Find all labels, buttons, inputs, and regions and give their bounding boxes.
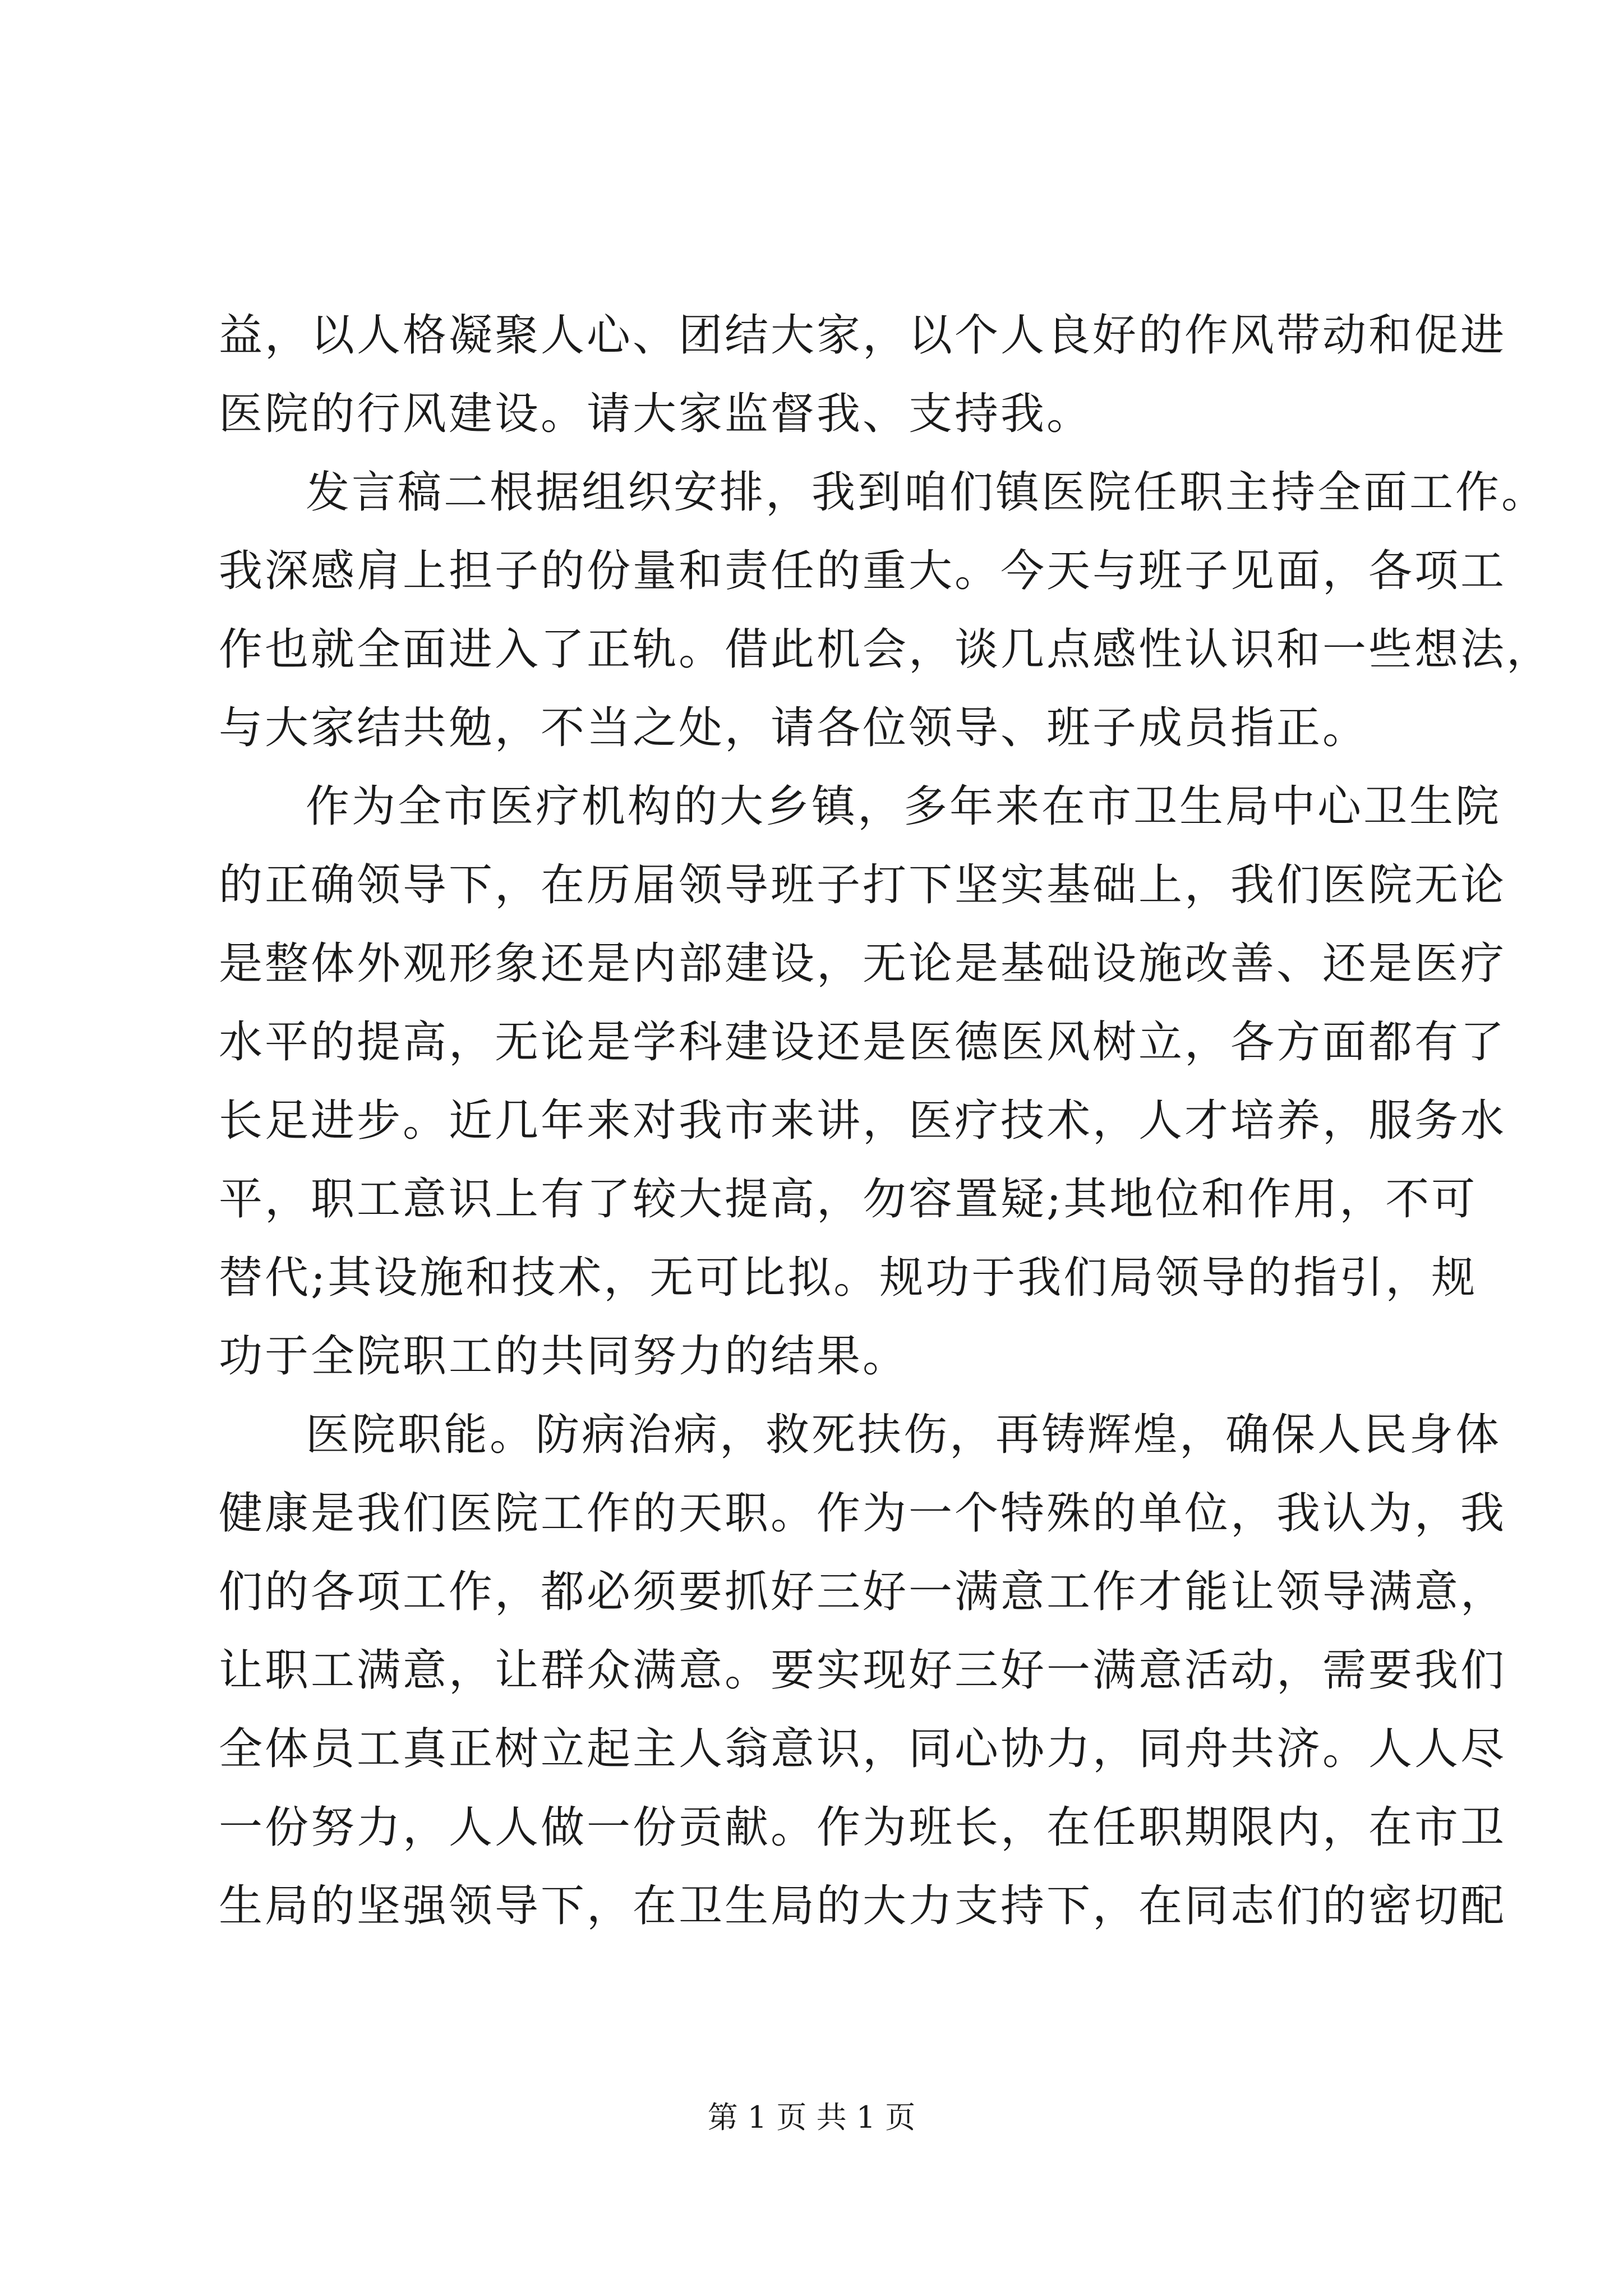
text-line: 们的各项工作，都必须要抓好三好一满意工作才能让领导满意， xyxy=(219,1567,1507,1617)
text-line: 是整体外观形象还是内部建设，无论是基础设施改善、还是医疗 xyxy=(219,938,1507,989)
paragraph-first-line: 医院职能。防病治病，救死扶伤，再铸辉煌，确保人民身体 xyxy=(306,1410,1502,1460)
text-line: 全体员工真正树立起主人翁意识，同心协力，同舟共济。人人尽 xyxy=(219,1724,1507,1774)
text-line: 一份努力，人人做一份贡献。作为班长，在任职期限内，在市卫 xyxy=(219,1802,1507,1853)
text-line: 健康是我们医院工作的天职。作为一个特殊的单位，我认为，我 xyxy=(219,1488,1507,1539)
text-line: 水平的提高，无论是学科建设还是医德医风树立，各方面都有了 xyxy=(219,1017,1507,1068)
text-line: 平，职工意识上有了较大提高，勿容置疑;其地位和作用，不可 xyxy=(219,1174,1478,1225)
text-line: 功于全院职工的共同努力的结果。 xyxy=(219,1331,909,1382)
paragraph-first-line: 发言稿二根据组织安排，我到咱们镇医院任职主持全面工作。 xyxy=(306,467,1548,518)
text-line: 生局的坚强领导下，在卫生局的大力支持下，在同志们的密切配 xyxy=(219,1881,1507,1931)
text-line: 作也就全面进入了正轨。借此机会，谈几点感性认识和一些想法， xyxy=(219,624,1553,675)
text-line: 替代;其设施和技术，无可比拟。规功于我们局领导的指引，规 xyxy=(219,1253,1478,1303)
text-line: 长足进步。近几年来对我市来讲，医疗技术，人才培养，服务水 xyxy=(219,1096,1507,1146)
text-line: 益，以人格凝聚人心、团结大家，以个人良好的作风带动和促进 xyxy=(219,310,1507,361)
paragraph-first-line: 作为全市医疗机构的大乡镇，多年来在市卫生局中心卫生院 xyxy=(306,781,1502,832)
text-line: 我深感肩上担子的份量和责任的重大。今天与班子见面，各项工 xyxy=(219,546,1507,596)
text-line: 的正确领导下，在历届领导班子打下坚实基础上，我们医院无论 xyxy=(219,860,1507,910)
text-line: 让职工满意，让群众满意。要实现好三好一满意活动，需要我们 xyxy=(219,1645,1507,1696)
text-line: 与大家结共勉，不当之处，请各位领导、班子成员指正。 xyxy=(219,703,1369,753)
text-line: 医院的行风建设。请大家监督我、支持我。 xyxy=(219,389,1093,439)
page-number-footer: 第 1 页 共 1 页 xyxy=(707,2100,916,2135)
